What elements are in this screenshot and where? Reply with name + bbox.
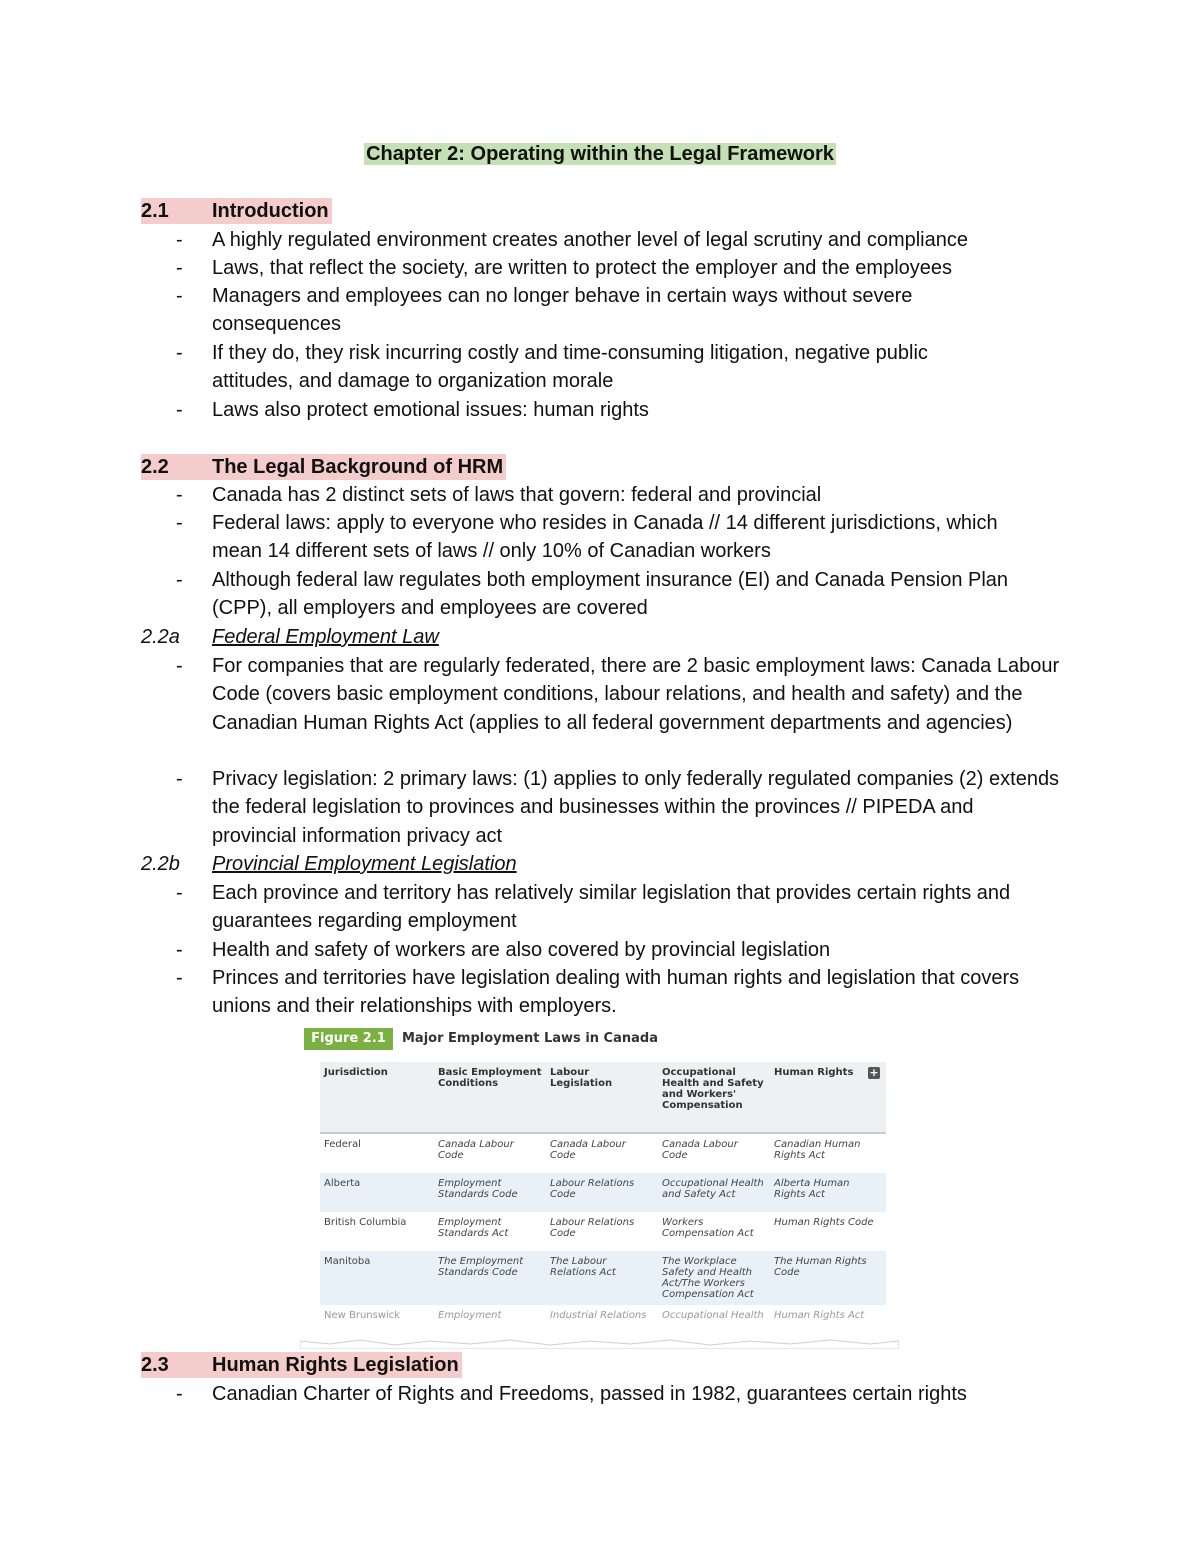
bullet-marker: - — [176, 484, 183, 506]
law-cell: The Labour Relations Act — [546, 1251, 658, 1305]
law-cell: Canada Labour Code — [438, 1139, 514, 1161]
bullet-marker: - — [176, 1383, 183, 1405]
section-heading-2-1: 2.1 Introduction — [141, 198, 332, 224]
table-header-row — [320, 1062, 886, 1133]
table-row — [320, 1305, 886, 1329]
subsection-heading-2-2a: 2.2a Federal Employment Law — [141, 626, 439, 648]
section-heading-2-3: 2.3 Human Rights Legislation — [141, 1352, 462, 1378]
jurisdiction-cell: Alberta — [320, 1173, 434, 1212]
bullet-item: Privacy legislation: 2 primary laws: (1) applies to only federally regulated companies (2) extends the federal legislation to provinces and businesses within the provinces // PIPEDA and provincial information privacy act — [212, 768, 1060, 847]
bullet-marker: - — [176, 768, 183, 790]
column-header: Labour Legislation — [546, 1062, 658, 1133]
bullet-item: Although federal law regulates both employment insurance (EI) and Canada Pension Plan (CPP), all employers and employees are covered — [212, 569, 1009, 620]
bullet-marker: - — [176, 399, 183, 421]
bullet-marker: - — [176, 512, 183, 534]
column-header: Basic Employment Conditions — [434, 1062, 546, 1133]
bullet-item: Each province and territory has relatively similar legislation that provides certain rights and guarantees regarding employment — [212, 882, 1011, 933]
law-cell: Canadian Human Rights Act — [774, 1139, 861, 1161]
law-cell: Labour Relations Code — [546, 1173, 658, 1212]
figure-major-employment-laws — [300, 1022, 899, 1349]
bullet-item: Laws, that reflect the society, are written to protect the employer and the employees — [212, 257, 953, 279]
law-cell: Canada Labour Code — [662, 1139, 738, 1161]
law-cell: Workers Compensation Act — [662, 1217, 754, 1239]
bullet-marker: - — [176, 285, 183, 307]
law-cell: The Employment Standards Code — [434, 1251, 546, 1305]
figure-title: Major Employment Laws in Canada — [402, 1031, 658, 1046]
expand-plus-icon[interactable]: + — [869, 1066, 879, 1079]
column-header: + Human Rights — [770, 1062, 886, 1133]
table-row — [320, 1251, 886, 1305]
jurisdiction-cell: New Brunswick — [324, 1310, 401, 1321]
bullet-item: If they do, they risk incurring costly and time-consuming litigation, negative public attitudes, and damage to organization morale — [212, 342, 928, 393]
bullet-item: Laws also protect emotional issues: human rights — [212, 399, 649, 421]
table-row — [320, 1212, 886, 1251]
law-cell: Canada Labour Code — [550, 1139, 626, 1161]
bullet-item: Princes and territories have legislation dealing with human rights and legislation that covers unions and their relationships with employers. — [212, 967, 1020, 1018]
figure-badge: Figure 2.1 — [304, 1028, 393, 1050]
table-row — [320, 1133, 886, 1173]
column-header: Jurisdiction — [320, 1062, 434, 1133]
bullet-item: Health and safety of workers are also covered by provincial legislation — [212, 939, 831, 961]
bullet-marker: - — [176, 967, 183, 989]
law-cell: Employment Standards Act — [438, 1217, 509, 1239]
page-title: Chapter 2: Operating within the Legal Framework — [366, 143, 834, 165]
law-cell: Occupational Health — [662, 1310, 764, 1321]
bullet-item: Federal laws: apply to everyone who resides in Canada // 14 different jurisdictions, which mean 14 different sets of laws // only 10% of Canadian workers — [212, 512, 998, 563]
bullet-item: Canadian Charter of Rights and Freedoms, passed in 1982, guarantees certain rights — [212, 1383, 967, 1405]
bullet-marker: - — [176, 939, 183, 961]
law-cell: Employment — [438, 1310, 502, 1321]
bullet-item: Managers and employees can no longer behave in certain ways without severe consequences — [212, 285, 913, 336]
bullet-item: A highly regulated environment creates another level of legal scrutiny and compliance — [212, 229, 968, 251]
column-header: Occupational Health and Safety and Workers' Compensation — [658, 1062, 770, 1133]
law-cell: Occupational Health and Safety Act — [658, 1173, 770, 1212]
bullet-marker: - — [176, 655, 183, 677]
subsection-heading-2-2b: 2.2b Provincial Employment Legislation — [141, 853, 517, 875]
torn-edge — [300, 1335, 899, 1349]
law-cell: Alberta Human Rights Act — [770, 1173, 886, 1212]
bullet-marker: - — [176, 257, 183, 279]
jurisdiction-cell: British Columbia — [324, 1217, 407, 1228]
bullet-marker: - — [176, 229, 183, 251]
section-heading-2-2: 2.2 The Legal Background of HRM — [141, 454, 506, 480]
table-row — [320, 1173, 886, 1212]
bullet-item: For companies that are regularly federated, there are 2 basic employment laws: Canada Labour Code (covers basic employment conditions, labour relations, and health and safety) and the Canadian Human Rights Act (applies to all federal government departments and agencies) — [212, 655, 1060, 734]
bullet-marker: - — [176, 569, 183, 591]
law-cell: Labour Relations Code — [550, 1217, 635, 1239]
jurisdiction-cell: Manitoba — [320, 1251, 434, 1305]
law-cell: The Human Rights Code — [770, 1251, 886, 1305]
jurisdiction-cell: Federal — [324, 1139, 361, 1150]
bullet-marker: - — [176, 342, 183, 364]
law-cell: Human Rights Code — [774, 1217, 874, 1228]
law-cell: Industrial Relations — [550, 1310, 647, 1321]
bullet-marker: - — [176, 882, 183, 904]
bullet-item: Canada has 2 distinct sets of laws that govern: federal and provincial — [212, 484, 822, 506]
employment-laws-table — [320, 1062, 886, 1329]
law-cell: Employment Standards Code — [434, 1173, 546, 1212]
law-cell: Human Rights Act — [774, 1310, 865, 1321]
law-cell: The Workplace Safety and Health Act/The Workers Compensation Act — [658, 1251, 770, 1305]
